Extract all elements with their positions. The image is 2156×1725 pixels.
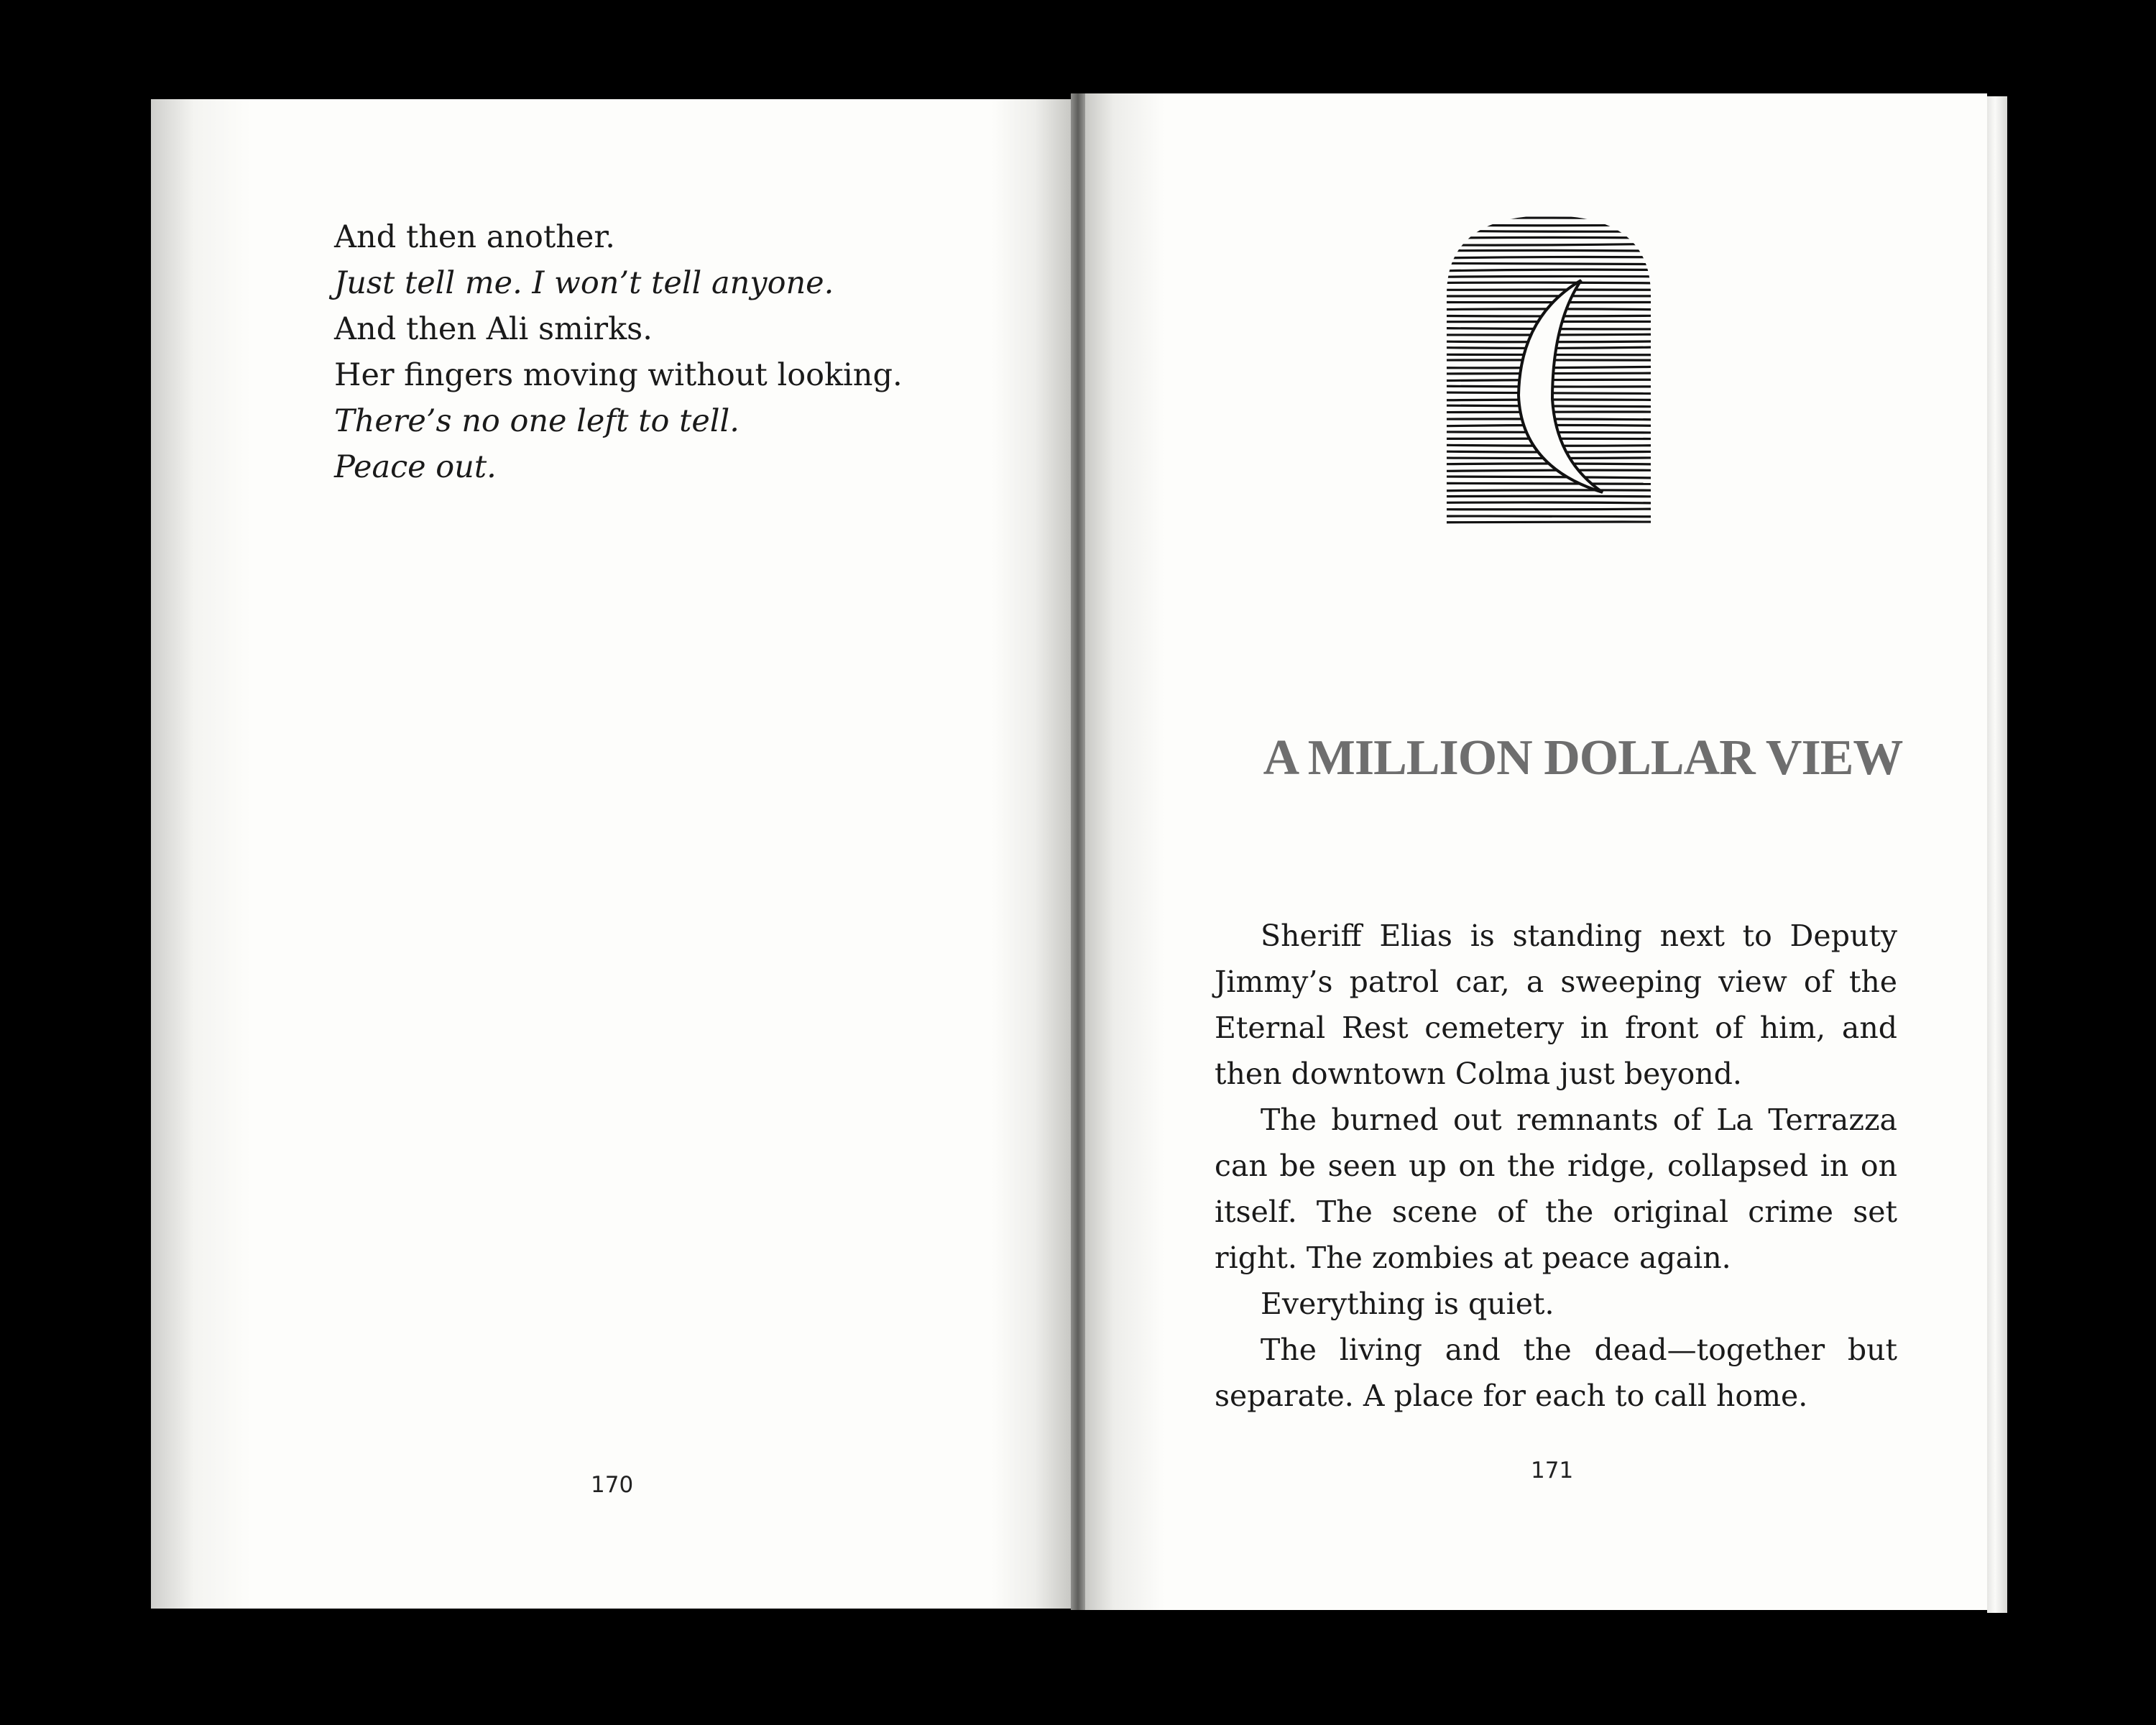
hatch-line <box>1439 477 1656 478</box>
text-line: And then another. <box>334 219 615 255</box>
hatch-line <box>1439 490 1654 491</box>
chapter-body <box>1215 913 1897 1419</box>
right-page <box>1085 93 1987 1610</box>
left-page <box>151 99 1071 1609</box>
paragraph: The living and the dead—together but separate. A place for each to call home. <box>1215 1333 1897 1413</box>
hatch-line <box>1439 263 1655 264</box>
chapter-title: A MILLION DOLLAR VIEW <box>1263 730 1903 786</box>
page-number: 171 <box>1531 1458 1574 1484</box>
hatch-line <box>1439 522 1657 523</box>
text-line: There’s no one left to tell. <box>334 403 740 439</box>
text-line: Her fingers moving without looking. <box>334 357 903 393</box>
hatch-line <box>1441 496 1654 497</box>
text-line: Just tell me. I won’t tell anyone. <box>334 265 834 301</box>
paragraph: Sheriff Elias is standing next to Deputy Jimmy’s patrol car, a sweeping view of the Eternal Rest cemetery in front of him, and then downtown Colma just beyond. <box>1215 919 1897 1091</box>
hatch-line <box>1444 282 1655 283</box>
hatch-line <box>1445 470 1655 471</box>
hatch-line <box>1445 276 1656 277</box>
hatch-line <box>1439 237 1654 238</box>
book-spread <box>151 93 1998 1610</box>
book-gutter <box>1071 93 1085 1610</box>
hatch-line <box>1439 244 1659 245</box>
hatch-line <box>1442 483 1659 484</box>
hatch-line <box>1441 270 1657 271</box>
left-page-text <box>334 214 981 490</box>
hatch-line <box>1445 502 1655 503</box>
hatch-line <box>1440 509 1657 510</box>
crescent-moon-window-illustration <box>1434 208 1664 532</box>
page-edges <box>1987 96 2007 1613</box>
text-line: Peace out. <box>334 449 497 485</box>
page-number: 170 <box>591 1472 634 1498</box>
hatch-line <box>1442 225 1659 226</box>
hatch-line <box>1439 516 1654 517</box>
paragraph: The burned out remnants of La Terrazza can be seen up on the ridge, collapsed in on itself. The scene of the original crime set right. The zombies at peace again. <box>1215 1103 1897 1275</box>
hatch-line <box>1441 250 1652 251</box>
paragraph: Everything is quiet. <box>1261 1287 1554 1321</box>
text-line: And then Ali smirks. <box>334 311 653 347</box>
